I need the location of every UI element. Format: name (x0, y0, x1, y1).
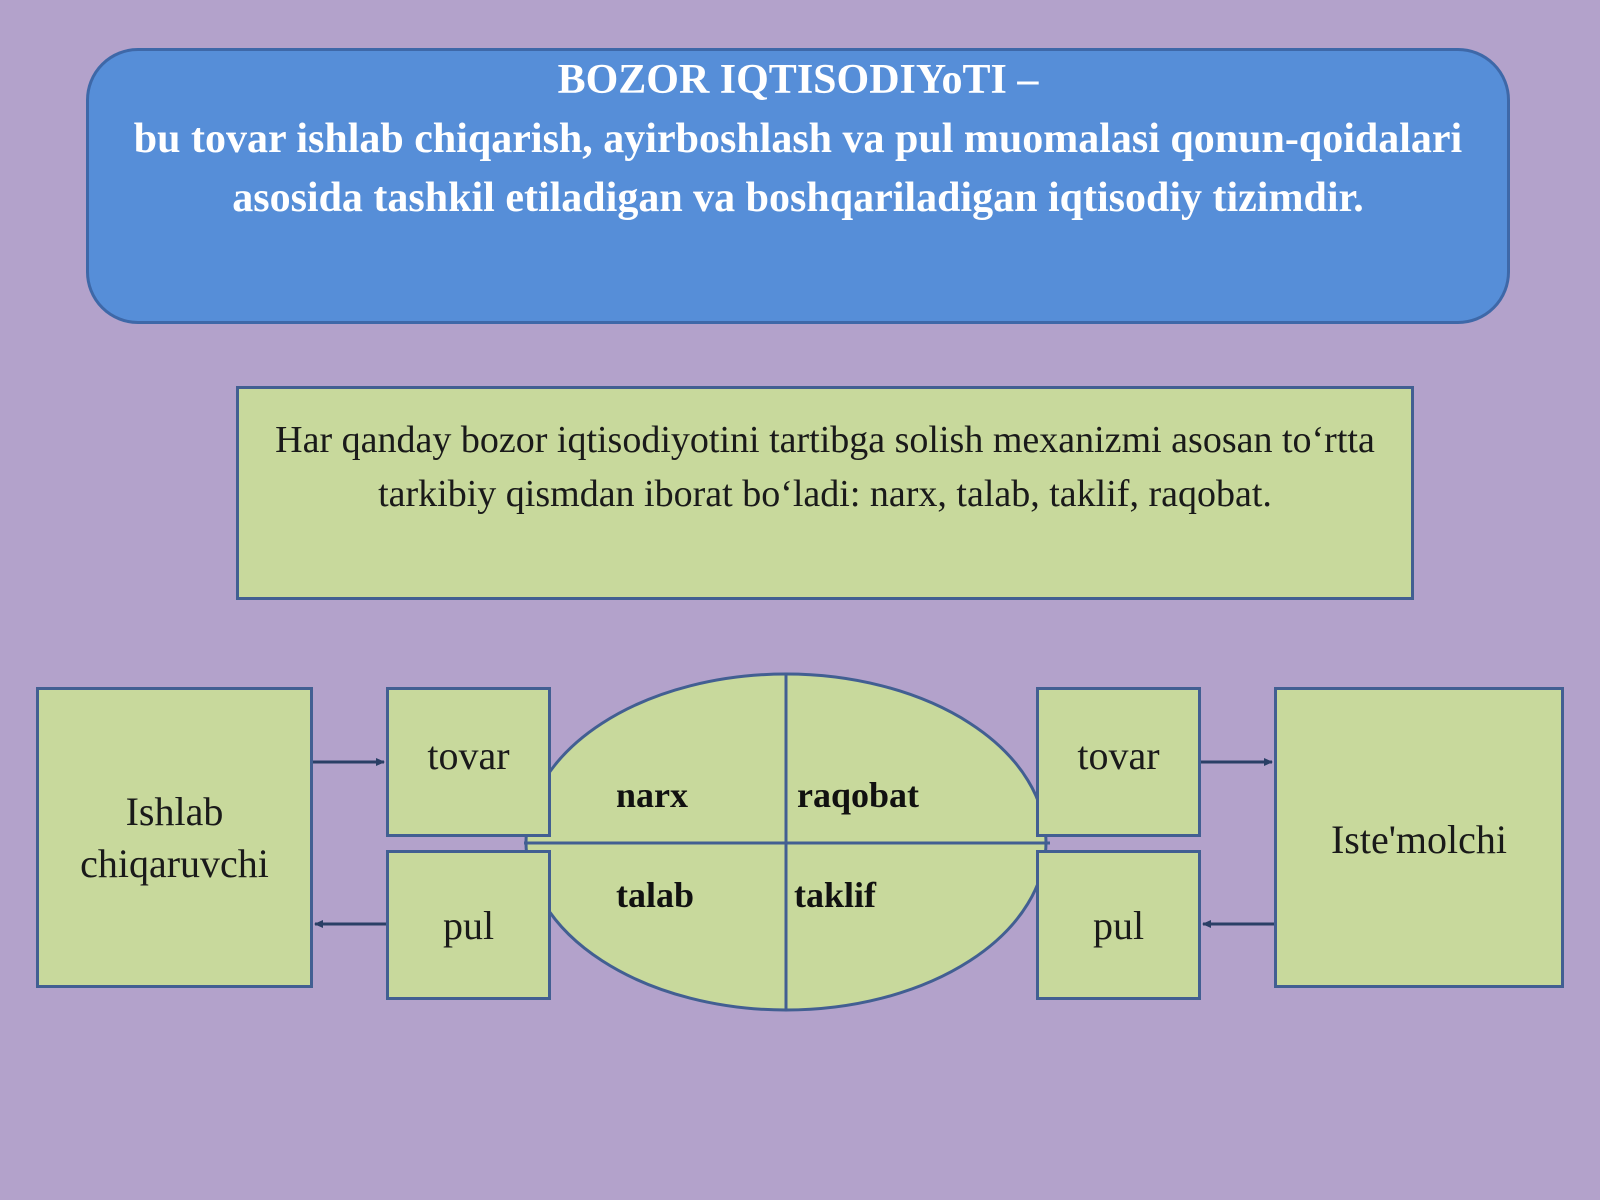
mechanism-info-text: Har qanday bozor iqtisodiyotini tartibga solish mexanizmi asosan to‘rtta tarkibiy qismdan iborat bo‘ladi: narx, talab, taklif, raqobat. (275, 419, 1375, 515)
producer-box (36, 687, 313, 988)
quadrant-taklif: taklif (794, 875, 877, 915)
right-pul-label: pul (1092, 902, 1145, 948)
quadrant-raqobat: raqobat (797, 775, 920, 815)
producer-label: Ishlab chiqaruvchi (80, 788, 269, 886)
right-pul-box (1036, 850, 1201, 1000)
left-tovar-label: tovar (427, 733, 510, 778)
left-pul-box (386, 850, 551, 1000)
banner-definition: bu tovar ishlab chiqarish, ayirboshlash va pul muomalasi qonun-qoidalari asosida tashkil etiladigan va boshqariladigan iqtisodiy tizimdir. (133, 116, 1463, 221)
quadrant-narx: narx (616, 775, 688, 815)
consumer-label: Iste'molchi (1330, 817, 1508, 862)
banner-heading: BOZOR IQTISODIYoTI – (557, 57, 1039, 103)
consumer-box (1274, 687, 1564, 988)
right-tovar-box (1036, 687, 1201, 837)
left-pul-label: pul (442, 902, 495, 948)
left-tovar-box (386, 687, 551, 837)
right-tovar-label: tovar (1077, 733, 1160, 778)
quadrant-talab: talab (616, 875, 695, 915)
